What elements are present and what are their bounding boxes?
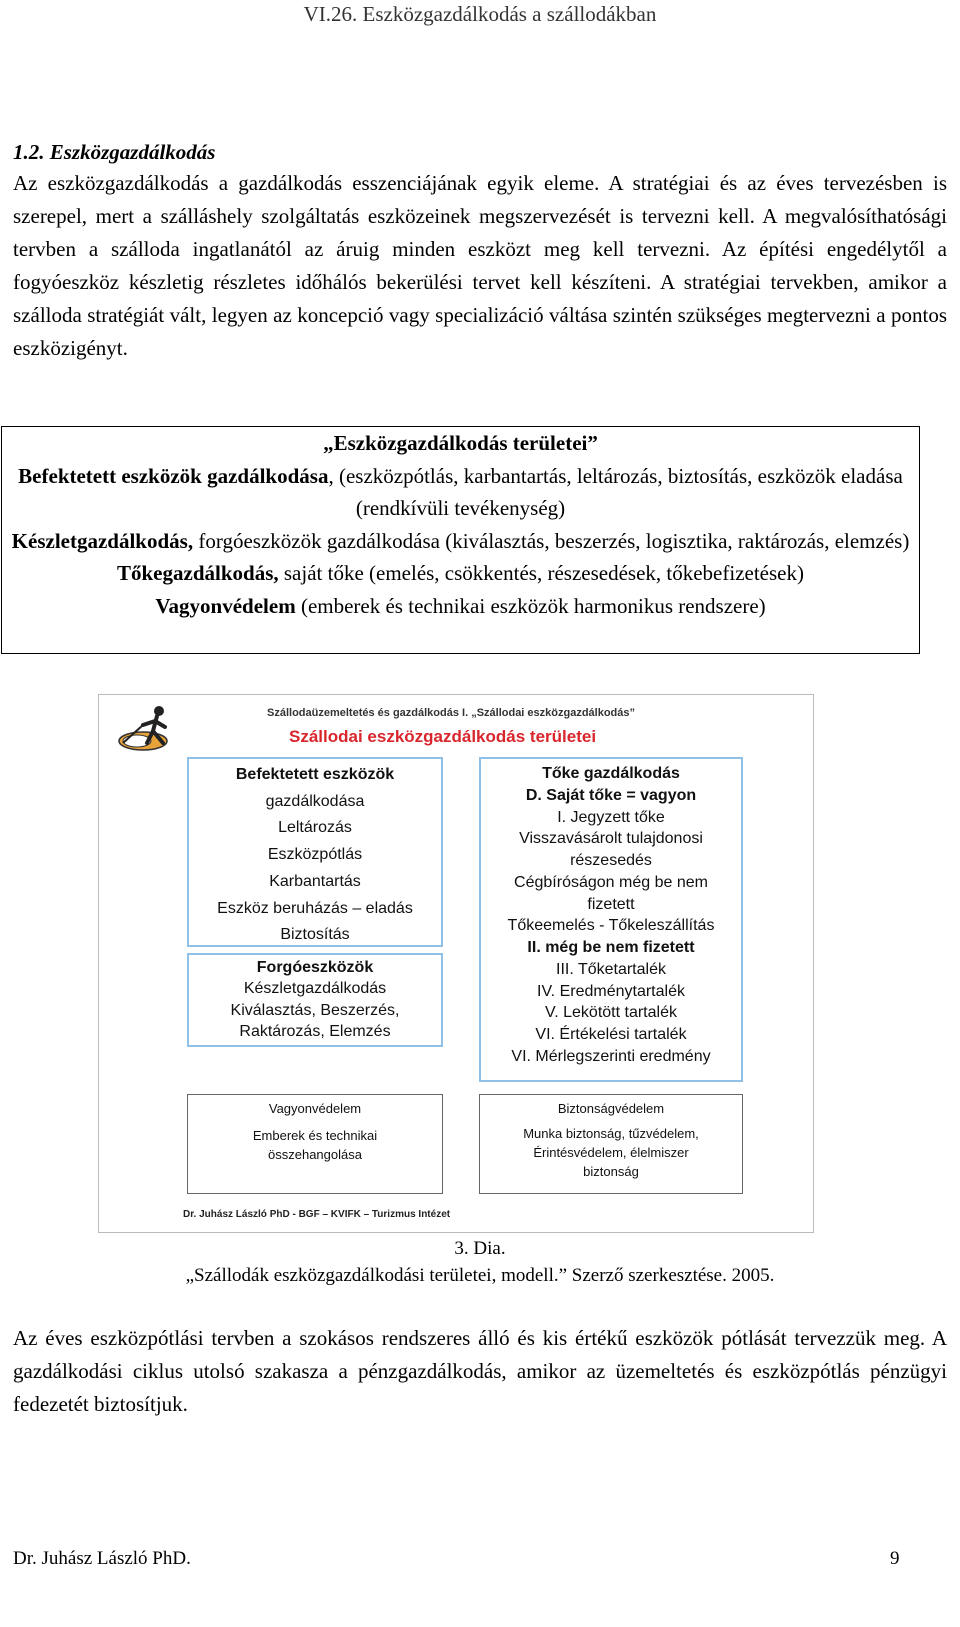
fixed-assets-line: Biztosítás	[280, 926, 350, 944]
areas-item	[2, 460, 919, 525]
areas-item-bold: Vagyonvédelem	[155, 593, 296, 618]
safety-line: Érintésvédelem, élelmiszer	[533, 1144, 689, 1160]
capital-line: Visszavásárolt tulajdonosi	[519, 830, 703, 848]
capital-line: II. még be nem fizetett	[527, 939, 695, 956]
current-assets-title: Forgóeszközök	[256, 959, 374, 976]
slide-top-line: Szállodaüzemeltetés és gazdálkodás I. „Szállodai eszközgazdálkodás”	[267, 707, 636, 719]
fixed-assets-line: Eszközpótlás	[267, 846, 363, 864]
paragraph-closing: Az éves eszközpótlási tervben a szokásos rendszeres álló és kis értékű eszközök pótlását tervezzük meg. A gazdálkodási ciklus utolsó szakasza a pénzgazdálkodás, amikor az üzemeltetés és eszközpótlás pénzügyi fedezetét biztosítjuk.	[13, 1326, 947, 1416]
capital-line: részesedés	[570, 852, 652, 869]
property-protection-title: Vagyonvédelem	[268, 1101, 362, 1116]
current-assets-line: Készletgazdálkodás	[243, 980, 387, 998]
capital-line: VI. Értékelési tartalék	[535, 1026, 687, 1043]
capital-line: III. Tőketartalék	[556, 960, 666, 978]
areas-box	[1, 426, 920, 654]
safety-box	[479, 1094, 743, 1194]
areas-item-text: saját tőke (emelés, csökkentés, részesedések, tőkebefizetések)	[278, 561, 804, 585]
page-number: 9	[890, 1548, 900, 1569]
current-assets-box	[187, 953, 443, 1047]
areas-item	[2, 557, 919, 590]
capital-line: IV. Eredménytartalék	[537, 982, 685, 1000]
safety-line: biztonság	[583, 1163, 639, 1179]
capital-line: I. Jegyzett tőke	[557, 808, 665, 826]
capital-line: fizetett	[587, 895, 635, 913]
figure-caption: „Szállodák eszközgazdálkodási területei, modell.” Szerző szerkesztése. 2005.	[185, 1265, 775, 1286]
safety-title: Biztonságvédelem	[557, 1101, 665, 1116]
property-protection-line: összehangolása	[268, 1146, 362, 1162]
footer-author: Dr. Juhász László PhD.	[13, 1548, 191, 1569]
capital-line: Tőkeemelés - Tőkeleszállítás	[507, 917, 715, 935]
property-protection-line: Emberek és technikai	[252, 1127, 378, 1143]
areas-item-bold: Tőkegazdálkodás,	[117, 561, 279, 585]
fixed-assets-line: gazdálkodása	[265, 792, 365, 810]
fixed-assets-title: Befektetett eszközök	[235, 766, 395, 783]
areas-item-text: forgóeszközök gazdálkodása (kiválasztás, beszerzés, logisztika, raktározás, elemzés)	[193, 528, 910, 553]
capital-line: VI. Mérlegszerinti eredmény	[511, 1047, 711, 1065]
slide-figure	[98, 694, 814, 1233]
worker-logo-icon	[113, 703, 177, 751]
areas-item-bold: Befektetett eszközök gazdálkodása	[18, 463, 329, 488]
current-assets-line: Raktározás, Elemzés	[239, 1022, 391, 1040]
areas-box-title: „Eszközgazdálkodás területei”	[323, 431, 598, 455]
capital-title: Tőke gazdálkodás	[542, 765, 680, 782]
slide-footer: Dr. Juhász László PhD - BGF – KVIFK – Turizmus Intézet	[183, 1209, 451, 1220]
section-title: 1.2. Eszközgazdálkodás	[13, 140, 216, 164]
capital-line: Cégbíróságon még be nem	[514, 873, 708, 891]
areas-item-text: , (eszközpótlás, karbantartás, leltározás, biztosítás, eszközök eladása (rendkívüli tevékenység)	[328, 463, 903, 520]
capital-box	[479, 757, 743, 1082]
slide-heading: Szállodai eszközgazdálkodás területei	[289, 727, 597, 746]
paragraph-intro: Az eszközgazdálkodás a gazdálkodás esszenciájának egyik eleme. A stratégiai és az éves tervezésben is szerepel, mert a szálláshely szolgáltatás eszközeinek megszervezését is tervezni kell. A megvalósíthatósági tervben a szálloda ingatlanától az áruig minden eszközt meg kell tervezni. Az építési engedélytől a fogyóeszköz készletig részletes időhálós bekerülési tervet kell készíteni. A stratégiai tervekben, amikor a szálloda stratégiát vált, legyen az koncepció vagy specializáció váltása szintén szükséges megtervezni a pontos eszközigényt.	[13, 171, 947, 360]
page-header: VI.26. Eszközgazdálkodás a szállodákban	[303, 2, 657, 26]
fixed-assets-line: Leltározás	[278, 819, 352, 837]
fixed-assets-line: Eszköz beruházás – eladás	[217, 899, 413, 917]
areas-item	[2, 525, 919, 558]
fixed-assets-line: Karbantartás	[269, 872, 361, 890]
safety-line: Munka biztonság, tűzvédelem,	[523, 1125, 699, 1141]
capital-subtitle: D. Saját tőke = vagyon	[525, 786, 697, 804]
current-assets-line: Kiválasztás, Beszerzés,	[230, 1001, 400, 1019]
fixed-assets-box	[187, 757, 443, 947]
figure-number: 3. Dia.	[454, 1238, 506, 1259]
property-protection-box	[187, 1094, 443, 1194]
areas-item-bold: Készletgazdálkodás,	[11, 528, 194, 553]
areas-item-text: (emberek és technikai eszközök harmonikus rendszere)	[295, 593, 766, 618]
areas-item	[2, 590, 919, 623]
capital-line: V. Lekötött tartalék	[545, 1004, 677, 1022]
